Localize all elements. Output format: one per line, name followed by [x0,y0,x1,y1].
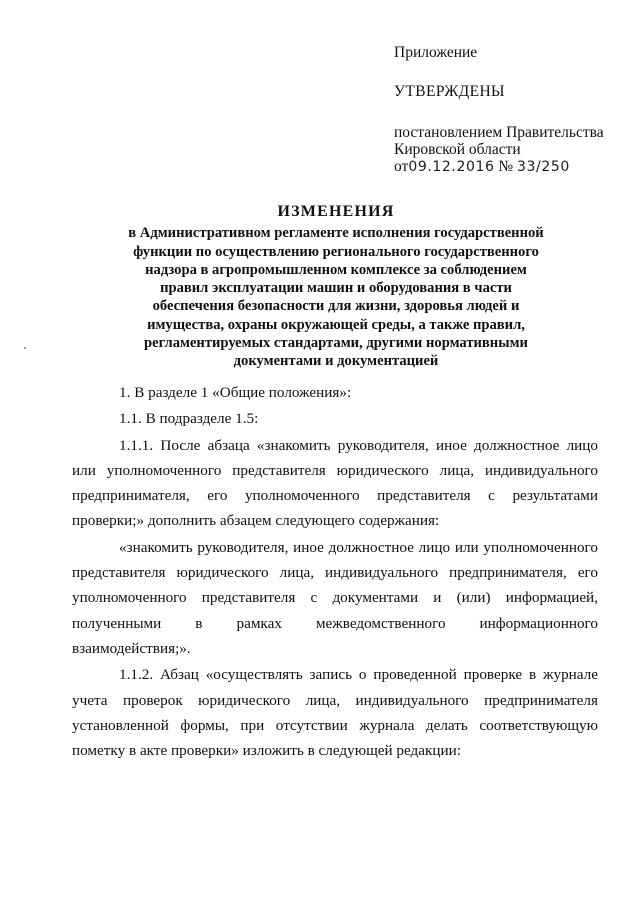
title-line: регламентируемых стандартами, другими нормативными [144,335,528,352]
document-body [72,380,598,763]
title-line: правил эксплуатации машин и оборудования в части [160,280,512,297]
margin-speck [24,347,26,349]
number-sign: № [498,158,514,175]
document-title [120,203,552,371]
title-main: ИЗМЕНЕНИЯ [277,203,395,220]
title-line: надзора в агропромышленном комплексе за соблюдением [145,261,527,278]
approved-label: УТВЕРЖДЕНЫ [394,83,505,100]
title-line: обеспечения безопасности для жизни, здоровья людей и [152,298,520,315]
handwritten-date: 09.12.2016 [408,159,495,175]
decree-line-1: постановлением Правительства [394,124,604,141]
paragraph-quoted-addition: «знакомить руководителя, иное должностное лицо или уполномоченного представителя юридического лица, индивидуального предпринимателя, его уполномоченного представителя с документами и (или) информацией, полученными в рамках межведомственного информационного взаимодействия;». [72,538,598,657]
decree-date-number [394,158,624,176]
appendix-label: Приложение [394,44,478,61]
title-line: имущества, охраны окружающей среды, а также правил, [147,316,525,333]
title-line: в Административном регламенте исполнения государственной [128,225,544,242]
decree-reference [394,124,624,176]
title-line: функции по осуществлению регионального государственного [133,243,539,260]
paragraph-item-1-1-1: 1.1.1. После абзаца «знакомить руководителя, иное должностное лицо или уполномоченного представителя юридического лица, индивидуального предпринимателя, его уполномоченного представителя с результатами проверки;» дополнить абзацем следующего содержания: [72,436,598,530]
decree-line-2: Кировской области [394,141,521,158]
handwritten-number: 33/250 [517,159,570,175]
approval-block [394,44,624,176]
paragraph-subsection-1-1: 1.1. В подразделе 1.5: [119,410,259,428]
from-label: от [394,158,409,175]
paragraph-item-1-1-2: 1.1.2. Абзац «осуществлять запись о проведенной проверке в журнале учета проверок юридического лица, индивидуального предпринимателя установленной формы, при отсутствии журнала делать соответствующую пометку в акте проверки» изложить в следующей редакции: [72,666,598,760]
title-line: документами и документацией [233,353,439,370]
paragraph-section-1: 1. В разделе 1 «Общие положения»: [119,384,352,401]
